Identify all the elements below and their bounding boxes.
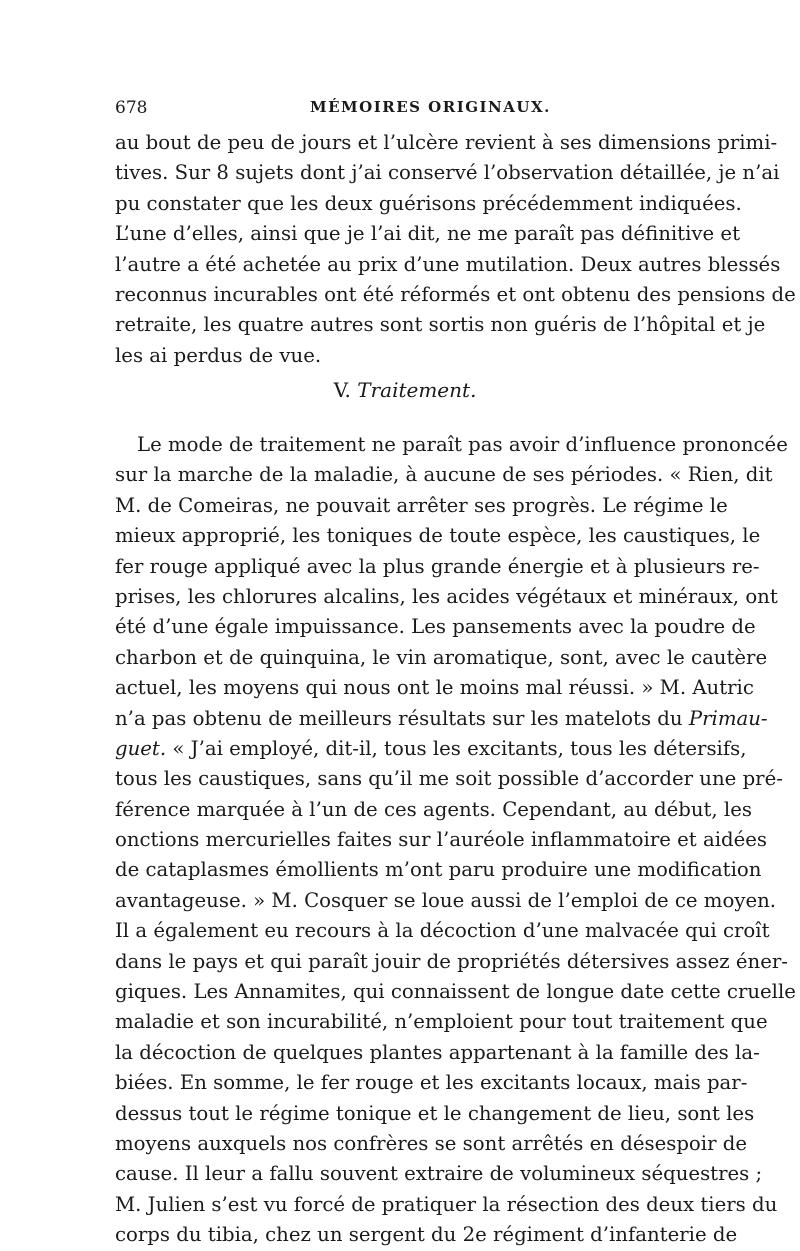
- page-number: 678: [115, 98, 148, 118]
- text-line: les ai perdus de vue.: [115, 343, 322, 367]
- ship-name-part-2: guet.: [115, 736, 167, 760]
- text-line: M. de Comeiras, ne pouvait arrêter ses progrès. Le régime le: [115, 493, 728, 517]
- paragraph-1: [115, 128, 796, 371]
- text-line: cause. Il leur a fallu souvent extraire de volumineux séquestres ;: [115, 1162, 763, 1186]
- text-line: été d’une égale impuissance. Les pansements avec la poudre de: [115, 615, 756, 639]
- text-line: Il a également eu recours à la décoction d’une malvacée qui croît: [115, 919, 770, 943]
- text-line: retraite, les quatre autres sont sortis non guéris de l’hôpital et je: [115, 313, 766, 337]
- text-line: L’une d’elles, ainsi que je l’ai dit, ne me paraît pas définitive et: [115, 222, 740, 246]
- text-line: tives. Sur 8 sujets dont j’ai conservé l’observation détaillée, je n’ai: [115, 161, 780, 185]
- text-line: de cataplasmes émollients m’ont paru produire une modification: [115, 858, 762, 882]
- text-line: au bout de peu de jours et l’ulcère revient à ses dimensions primi-: [115, 131, 778, 154]
- text-line: la décoction de quelques plantes appartenant à la famille des la-: [115, 1040, 760, 1064]
- running-head: [115, 98, 690, 122]
- text-line: onctions mercurielles faites sur l’auréole inflammatoire et aidées: [115, 828, 768, 852]
- text-line: pu constater que les deux guérisons précédemment indiquées.: [115, 191, 742, 215]
- text-line: tous les caustiques, sans qu’il me soit possible d’accorder une pré-: [115, 767, 783, 791]
- text-line: reconnus incurables ont été réformés et ont obtenu des pensions de: [115, 282, 796, 306]
- section-title: Traitement.: [357, 378, 477, 402]
- text-line-with-ship-name: [115, 734, 747, 764]
- text-line: Le mode de traitement ne paraît pas avoir d’influence prononcée: [137, 433, 788, 456]
- text-line: dessus tout le régime tonique et le changement de lieu, sont les: [115, 1101, 755, 1125]
- text-fragment: n’a pas obtenu de meilleurs résultats sur les matelots du: [115, 706, 683, 730]
- text-line: moyens auxquels nos confrères se sont arrêtés en désespoir de: [115, 1131, 747, 1155]
- text-line: giques. Les Annamites, qui connaissent de longue date cette cruelle: [115, 980, 796, 1004]
- paragraph-2: [115, 430, 796, 1251]
- text-line: fer rouge appliqué avec la plus grande énergie et à plusieurs re-: [115, 554, 760, 578]
- text-line: corps du tibia, chez un sergent du 2e régiment d’infanterie de: [115, 1223, 738, 1247]
- text-line: férence marquée à l’un de ces agents. Cependant, au début, les: [115, 797, 752, 821]
- section-heading: [115, 378, 695, 402]
- text-line: charbon et de quinquina, le vin aromatique, sont, avec le cautère: [115, 645, 768, 669]
- running-title: MÉMOIRES ORIGINAUX.: [310, 98, 551, 116]
- text-line: prises, les chlorures alcalins, les acides végétaux et minéraux, ont: [115, 584, 778, 608]
- text-fragment: « J’ai employé, dit-il, tous les excitants, tous les détersifs,: [172, 736, 747, 760]
- text-line: sur la marche de la maladie, à aucune de ses périodes. « Rien, dit: [115, 463, 773, 487]
- text-line: biées. En somme, le fer rouge et les excitants locaux, mais par-: [115, 1071, 748, 1095]
- text-line: mieux approprié, les toniques de toute espèce, les caustiques, le: [115, 524, 761, 548]
- text-line: actuel, les moyens qui nous ont le moins mal réussi. » M. Autric: [115, 676, 754, 700]
- text-line: maladie et son incurabilité, n’emploient pour tout traitement que: [115, 1010, 768, 1034]
- text-line: M. Julien s’est vu forcé de pratiquer la résection des deux tiers du: [115, 1192, 778, 1216]
- text-line: l’autre a été achetée au prix d’une mutilation. Deux autres blessés: [115, 252, 781, 276]
- text-line-with-ship-name: [115, 704, 768, 734]
- text-line: dans le pays et qui paraît jouir de propriétés détersives assez éner-: [115, 949, 788, 973]
- ship-name-part-1: Primau-: [688, 706, 768, 730]
- section-number: V.: [333, 378, 351, 402]
- text-line: avantageuse. » M. Cosquer se loue aussi de l’emploi de ce moyen.: [115, 888, 777, 912]
